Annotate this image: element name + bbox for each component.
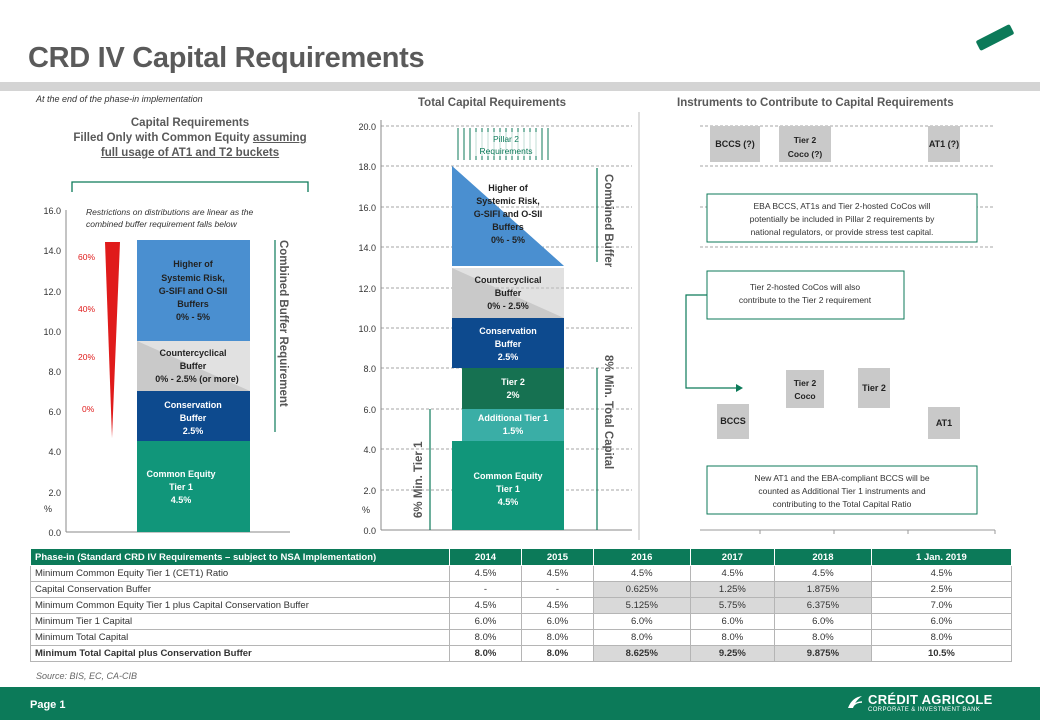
eba-note-l2: potentially be included in Pillar 2 requirements by	[749, 214, 935, 224]
mid-cet1-l1: Common Equity	[473, 471, 543, 481]
mid-cons-l3: 2.5%	[497, 352, 519, 362]
phase-note: At the end of the phase-in implementation	[36, 94, 203, 104]
mid-tick: 8.0	[363, 364, 376, 374]
brand-name: CRÉDIT AGRICOLE	[868, 692, 993, 707]
at1-note-l1: New AT1 and the EBA-compliant BCCS will be	[754, 473, 930, 483]
mid-cet1-l3: 4.5%	[497, 497, 519, 507]
left-systemic-l2: Systemic Risk,	[161, 273, 225, 283]
at1-note-l3: contributing to the Total Capital Ratio	[772, 499, 912, 509]
left-tick: 2.0	[48, 488, 61, 498]
table-cell: 5.75%	[690, 598, 774, 614]
title-divider	[0, 82, 1040, 91]
cap-title-underlined-1: assuming	[252, 132, 307, 144]
table-header: 2018	[775, 549, 872, 566]
tier2-label: Tier 2	[862, 383, 886, 393]
table-header: Phase-in (Standard CRD IV Requirements – subject to NSA Implementation)	[31, 549, 450, 566]
table-cell: Minimum Tier 1 Capital	[31, 614, 450, 630]
at1-label: AT1	[935, 418, 953, 428]
min-total-capital-label: 8% Min. Total Capital	[602, 355, 614, 470]
table-cell: 8.0%	[521, 630, 593, 646]
mid-systemic-l3: G-SIFI and O-SII	[473, 209, 543, 219]
left-systemic-l1: Higher of	[173, 259, 213, 269]
left-cet1-l3: 4.5%	[170, 495, 192, 505]
mid-tick: 0.0	[363, 526, 376, 536]
left-tick: 12.0	[43, 287, 61, 297]
mid-tick: 10.0	[358, 324, 376, 334]
table-cell: 8.625%	[593, 646, 690, 662]
mid-unit: %	[362, 505, 371, 515]
mid-ccb-l2: Buffer	[494, 288, 522, 298]
mid-tick: 18.0	[358, 162, 376, 172]
pillar2-l2: Requirements	[479, 146, 533, 156]
table-cell: Capital Conservation Buffer	[31, 582, 450, 598]
capital-requirements-title	[40, 116, 340, 161]
left-tick: 10.0	[43, 327, 61, 337]
table-row	[31, 630, 1012, 646]
table-row	[31, 646, 1012, 662]
pct-label: 20%	[78, 352, 96, 362]
at1-maybe-label: AT1 (?)	[928, 139, 960, 149]
table-cell: 10.5%	[871, 646, 1011, 662]
table-cell: 4.5%	[775, 566, 872, 582]
mid-tick: 16.0	[358, 203, 376, 213]
left-ccb-l3: 0% - 2.5% (or more)	[155, 374, 239, 384]
left-systemic-l5: 0% - 5%	[175, 312, 211, 322]
tier2-note-l1: Tier 2-hosted CoCos will also	[749, 282, 861, 292]
table-cell: 4.5%	[690, 566, 774, 582]
table-cell: 6.0%	[450, 614, 522, 630]
table-cell: 7.0%	[871, 598, 1011, 614]
left-systemic-l3: G-SIFI and O-SII	[158, 286, 228, 296]
total-capital-chart	[340, 112, 640, 542]
left-bracket	[72, 182, 308, 192]
table-cell: -	[450, 582, 522, 598]
table-row	[31, 582, 1012, 598]
tier2-coco-l2: Coco	[794, 391, 816, 401]
left-tick: 14.0	[43, 246, 61, 256]
mid-y-ticks	[358, 122, 376, 536]
table-cell: 8.0%	[871, 630, 1011, 646]
phase-in-table	[30, 548, 1012, 662]
mid-tick: 14.0	[358, 243, 376, 253]
left-unit: %	[44, 504, 53, 514]
mid-tick: 12.0	[358, 284, 376, 294]
mid-tick: 4.0	[363, 445, 376, 455]
restriction-pcts	[78, 252, 95, 414]
brand-subtitle: CORPORATE & INVESTMENT BANK	[868, 707, 981, 713]
mid-at1-l1: Additional Tier 1	[477, 413, 549, 423]
mid-systemic-l2: Systemic Risk,	[476, 196, 540, 206]
restriction-note-2: combined buffer requirement falls below	[86, 219, 237, 229]
mid-tier2-l2: 2%	[506, 390, 520, 400]
cap-title-line2: Filled Only with Common Equity	[73, 132, 250, 144]
restriction-note-1: Restrictions on distributions are linear as the	[86, 207, 254, 217]
table-header-row	[31, 549, 1012, 566]
left-tick: 0.0	[48, 528, 61, 538]
left-tick: 16.0	[43, 206, 61, 216]
table-cell: 4.5%	[521, 598, 593, 614]
mid-tier2-block	[462, 368, 564, 409]
table-cell: 6.375%	[775, 598, 872, 614]
total-capital-title: Total Capital Requirements	[418, 97, 567, 109]
tier2-coco-maybe-l1: Tier 2	[793, 135, 817, 145]
left-capital-chart	[0, 170, 340, 545]
table-cell: 1.875%	[775, 582, 872, 598]
table-cell: 8.0%	[450, 630, 522, 646]
table-cell: Minimum Common Equity Tier 1 plus Capital Conservation Buffer	[31, 598, 450, 614]
table-cell: 6.0%	[690, 614, 774, 630]
table-cell: 8.0%	[521, 646, 593, 662]
table-header: 2015	[521, 549, 593, 566]
table-cell: Minimum Common Equity Tier 1 (CET1) Ratio	[31, 566, 450, 582]
table-header: 1 Jan. 2019	[871, 549, 1011, 566]
table-row	[31, 614, 1012, 630]
left-cet1-l2: Tier 1	[169, 482, 193, 492]
mid-systemic-l4: Buffers	[492, 222, 524, 232]
left-y-ticks	[43, 206, 61, 538]
mid-systemic-l5: 0% - 5%	[490, 235, 526, 245]
table-cell: 4.5%	[593, 566, 690, 582]
table-cell: 6.0%	[521, 614, 593, 630]
mid-cons-l1: Conservation	[479, 326, 537, 336]
table-cell: 4.5%	[871, 566, 1011, 582]
combined-buffer-requirement-label: Combined Buffer Requirement	[277, 240, 289, 407]
table-cell: 6.0%	[775, 614, 872, 630]
left-cons-l2: Buffer	[179, 413, 207, 423]
table-cell: 5.125%	[593, 598, 690, 614]
table-row	[31, 598, 1012, 614]
mid-cet1-l2: Tier 1	[496, 484, 520, 494]
restriction-wedge-icon	[105, 242, 120, 438]
left-ccb-l2: Buffer	[179, 361, 207, 371]
mid-tier2-l1: Tier 2	[501, 377, 525, 387]
brand-stripe-icon	[976, 24, 1015, 51]
source-note: Source: BIS, EC, CA-CIB	[36, 671, 138, 681]
left-cons-l3: 2.5%	[182, 426, 204, 436]
left-tick: 8.0	[48, 367, 61, 377]
left-tick: 4.0	[48, 447, 61, 457]
table-cell: 4.5%	[450, 598, 522, 614]
table-cell: 9.875%	[775, 646, 872, 662]
mid-ccb-l3: 0% - 2.5%	[487, 301, 529, 311]
left-tick: 6.0	[48, 407, 61, 417]
table-cell: 8.0%	[775, 630, 872, 646]
table-cell: 4.5%	[450, 566, 522, 582]
left-systemic-l4: Buffers	[177, 299, 209, 309]
table-cell: 6.0%	[593, 614, 690, 630]
pct-label: 60%	[78, 252, 96, 262]
table-cell: 8.0%	[593, 630, 690, 646]
left-cet1-l1: Common Equity	[146, 469, 216, 479]
table-header: 2016	[593, 549, 690, 566]
table-header: 2014	[450, 549, 522, 566]
table-cell: 1.25%	[690, 582, 774, 598]
table-cell: 8.0%	[450, 646, 522, 662]
mid-tick: 2.0	[363, 486, 376, 496]
mid-at1-l2: 1.5%	[502, 426, 524, 436]
pillar2-l1: Pillar 2	[493, 134, 519, 144]
min-tier1-label: 6% Min. Tier 1	[413, 441, 425, 518]
pct-label: 40%	[78, 304, 96, 314]
brand-block	[868, 692, 993, 713]
table-cell: 6.0%	[871, 614, 1011, 630]
tier2-coco-box	[786, 370, 824, 408]
eba-note-l1: EBA BCCS, AT1s and Tier 2-hosted CoCos will	[753, 201, 931, 211]
instruments-diagram	[650, 112, 1032, 542]
instruments-title: Instruments to Contribute to Capital Requirements	[677, 97, 954, 109]
tier2-note-l2: contribute to the Tier 2 requirement	[738, 295, 872, 305]
tier2-coco-l1: Tier 2	[793, 378, 817, 388]
pct-label: 0%	[82, 404, 95, 414]
mid-cons-l2: Buffer	[494, 339, 522, 349]
mid-ccb-l1: Countercyclical	[474, 275, 542, 285]
combined-buffer-label: Combined Buffer	[602, 174, 614, 268]
left-cons-l1: Conservation	[164, 400, 222, 410]
left-cet1-block	[137, 441, 250, 532]
bccs-label: BCCS	[720, 416, 746, 426]
table-header: 2017	[690, 549, 774, 566]
table-cell: -	[521, 582, 593, 598]
cap-title-underlined-2: full usage of AT1 and T2 buckets	[100, 147, 280, 159]
mid-systemic-l1: Higher of	[488, 183, 528, 193]
page-number: Page 1	[30, 699, 66, 711]
mid-tick: 6.0	[363, 405, 376, 415]
mid-tick: 20.0	[358, 122, 376, 132]
table-row	[31, 566, 1012, 582]
bccs-maybe-label: BCCS (?)	[715, 139, 755, 149]
table-cell: 2.5%	[871, 582, 1011, 598]
credit-agricole-logo-icon	[846, 694, 864, 710]
table-cell: Minimum Total Capital plus Conservation Buffer	[31, 646, 450, 662]
table-cell: 4.5%	[521, 566, 593, 582]
table-cell: 8.0%	[690, 630, 774, 646]
page-title: CRD IV Capital Requirements	[28, 42, 425, 74]
table-cell: 0.625%	[593, 582, 690, 598]
at1-note-l2: counted as Additional Tier 1 instruments and	[758, 486, 926, 496]
table-cell: 9.25%	[690, 646, 774, 662]
eba-note-l3: national regulators, or provide stress test capital.	[750, 227, 934, 237]
left-ccb-l1: Countercyclical	[159, 348, 227, 358]
cap-title-line1: Capital Requirements	[130, 117, 250, 129]
table-cell: Minimum Total Capital	[31, 630, 450, 646]
tier2-coco-maybe-l2: Coco (?)	[787, 149, 823, 159]
